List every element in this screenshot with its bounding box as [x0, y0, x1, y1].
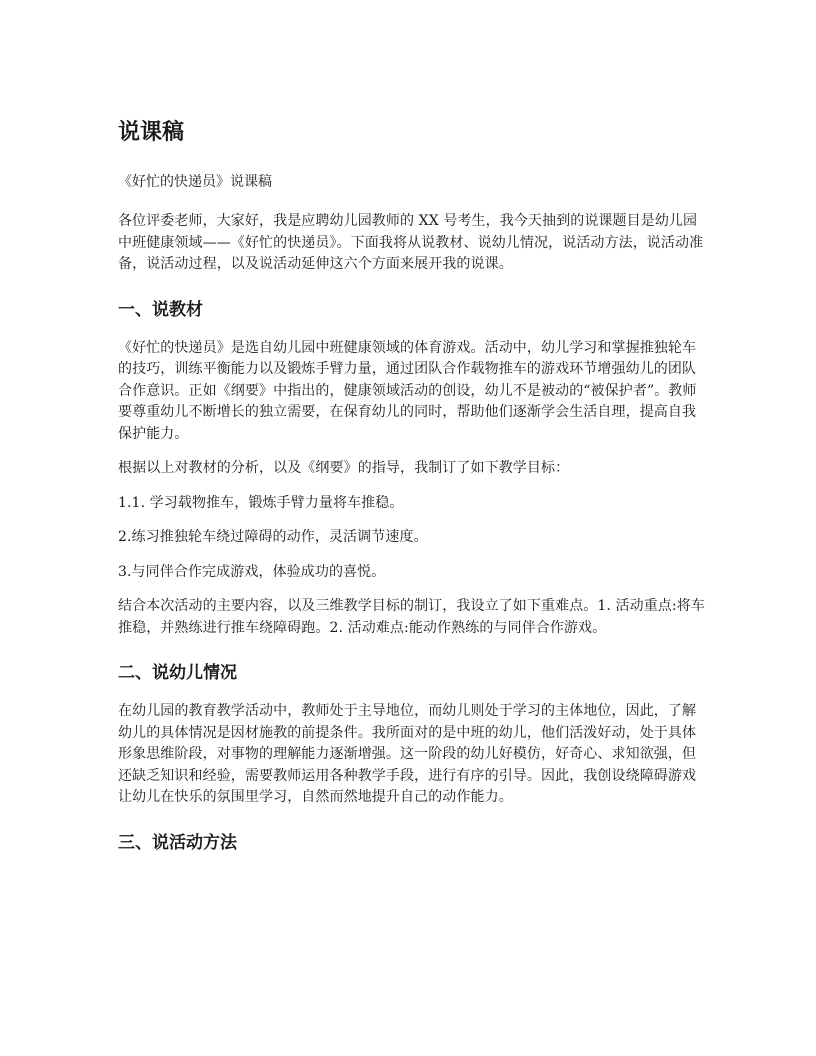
intro-paragraph: 各位评委老师，大家好，我是应聘幼儿园教师的 XX 号考生，我今天抽到的说课题目是幼儿园中班健康领域——《好忙的快递员》。下面我将从说教材、说幼儿情况，说活动方法，说活动准备，说活动过程，以及说活动延伸这六个方面来展开我的说课。: [118, 213, 704, 272]
key-points-paragraph: 结合本次活动的主要内容，以及三维教学目标的制订，我设立了如下重难点。1. 活动重点:将车推稳，并熟练进行推车绕障碍跑。2. 活动难点:能动作熟练的与同伴合作游戏。: [118, 598, 705, 636]
children-situation-paragraph: 在幼儿园的教育教学活动中，教师处于主导地位，而幼儿则处于学习的主体地位，因此，了解幼儿的具体情况是因材施教的前提条件。我所面对的是中班的幼儿，他们活泼好动，处于具体形象思维阶段，对事物的理解能力逐渐增强。这一阶段的幼儿好模仿，好奇心、求知欲强，但还缺乏知识和经验，需要教师运用各种教学手段，进行有序的引导。因此，我创设绕障碍游戏让幼儿在快乐的氛围里学习，自然而然地提升自己的动作能力。: [118, 703, 697, 805]
document-title: 说课稿: [118, 120, 185, 145]
section-heading-children-situation: 二、说幼儿情况: [118, 663, 237, 683]
goal-item-2: 2.练习推独轮车绕过障碍的动作，灵活调节速度。: [118, 529, 428, 545]
goal-item-1: 1.1. 学习载物推车，锻炼手臂力量将车推稳。: [118, 494, 404, 511]
section-heading-activity-method: 三、说活动方法: [118, 832, 237, 853]
goals-intro-paragraph: 根据以上对教材的分析，以及《纲要》的指导，我制订了如下教学目标：: [118, 460, 570, 476]
section-heading-teaching-material: 一、说教材: [118, 299, 203, 320]
document-subtitle: 《好忙的快递员》说课稿: [118, 174, 272, 190]
goal-item-3: 3.与同伴合作完成游戏，体验成功的喜悦。: [118, 563, 386, 580]
material-paragraph: 《好忙的快递员》是选自幼儿园中班健康领域的体育游戏。活动中，幼儿学习和掌握推独轮车的技巧，训练平衡能力以及锻炼手臂力量，通过团队合作载物推车的游戏环节增强幼儿的团队合作意识。正如《纲要》中指出的，健康领域活动的创设，幼儿不是被动的“被保护者”。教师要尊重幼儿不断增长的独立需要，在保育幼儿的同时，帮助他们逐渐学会生活自理，提高自我保护能力。: [118, 339, 697, 442]
